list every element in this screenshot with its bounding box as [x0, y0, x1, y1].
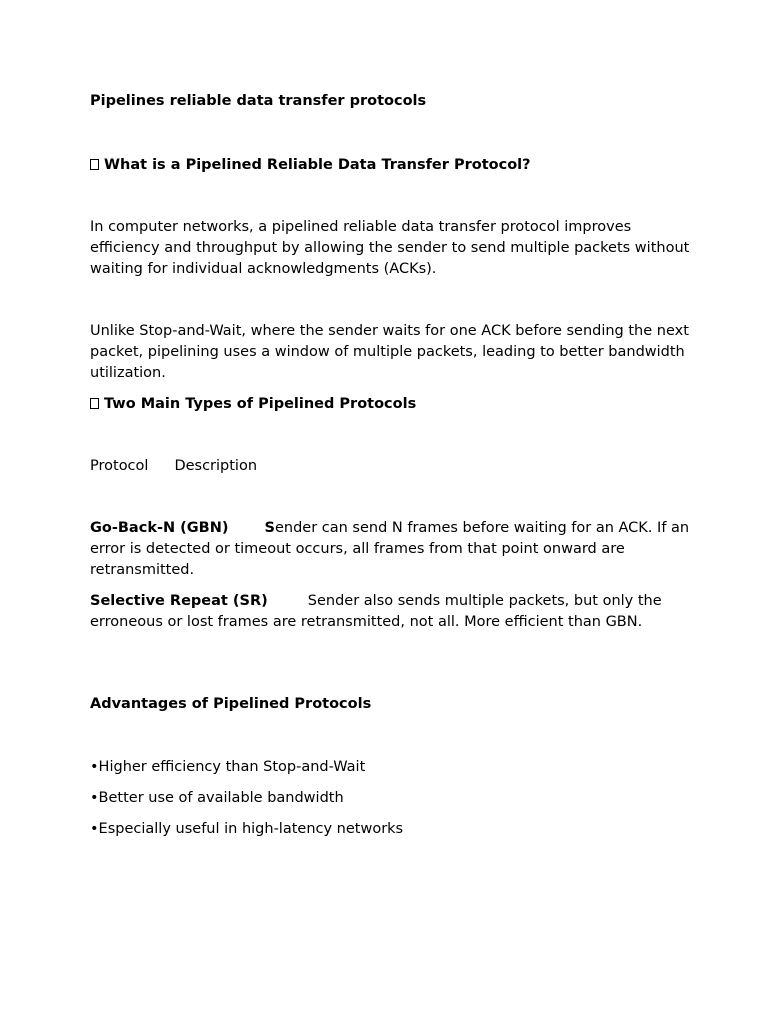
missing-glyph-icon [90, 159, 99, 170]
heading-what-is-text: What is a Pipelined Reliable Data Transfer Protocol? [104, 157, 531, 173]
advantage-item: •Better use of available bandwidth [90, 790, 344, 806]
heading-two-main-types [90, 394, 690, 415]
column-header-description: Description [174, 458, 258, 474]
paragraph-unlike-stop-and-wait: Unlike Stop-and-Wait, where the sender waits for one ACK before sending the next packet, pipelining uses a window of multiple packets, leading to better bandwidth utilization. [90, 323, 689, 381]
protocol-desc-gbn-initial: S [264, 520, 275, 536]
protocol-row-gbn [90, 518, 690, 581]
heading-two-main-types-text: Two Main Types of Pipelined Protocols [104, 396, 417, 412]
column-header-protocol: Protocol [90, 458, 149, 474]
heading-what-is [90, 155, 690, 176]
table-header-row [90, 456, 690, 477]
paragraph-intro: In computer networks, a pipelined reliable data transfer protocol improves efficiency and throughput by allowing the sender to send multiple packets without waiting for individual acknowledgments (ACKs). [90, 219, 690, 277]
protocol-name-gbn: Go-Back-N (GBN) [90, 520, 229, 536]
protocol-desc-sr: Sender also sends multiple packets, but only the erroneous or lost frames are retransmitted, not all. More efficient than GBN. [90, 593, 662, 630]
document-title: Pipelines reliable data transfer protocols [90, 93, 427, 109]
protocol-name-sr: Selective Repeat (SR) [90, 593, 268, 609]
protocol-row-sr [90, 591, 690, 633]
advantage-item: •Especially useful in high-latency networks [90, 821, 404, 837]
missing-glyph-icon [90, 398, 99, 409]
protocol-desc-gbn: ender can send N frames before waiting for an ACK. If an error is detected or timeout occurs, all frames from that point onward are retransmitted. [90, 520, 690, 578]
advantage-item: •Higher efficiency than Stop-and-Wait [90, 759, 366, 775]
heading-advantages: Advantages of Pipelined Protocols [90, 696, 372, 712]
